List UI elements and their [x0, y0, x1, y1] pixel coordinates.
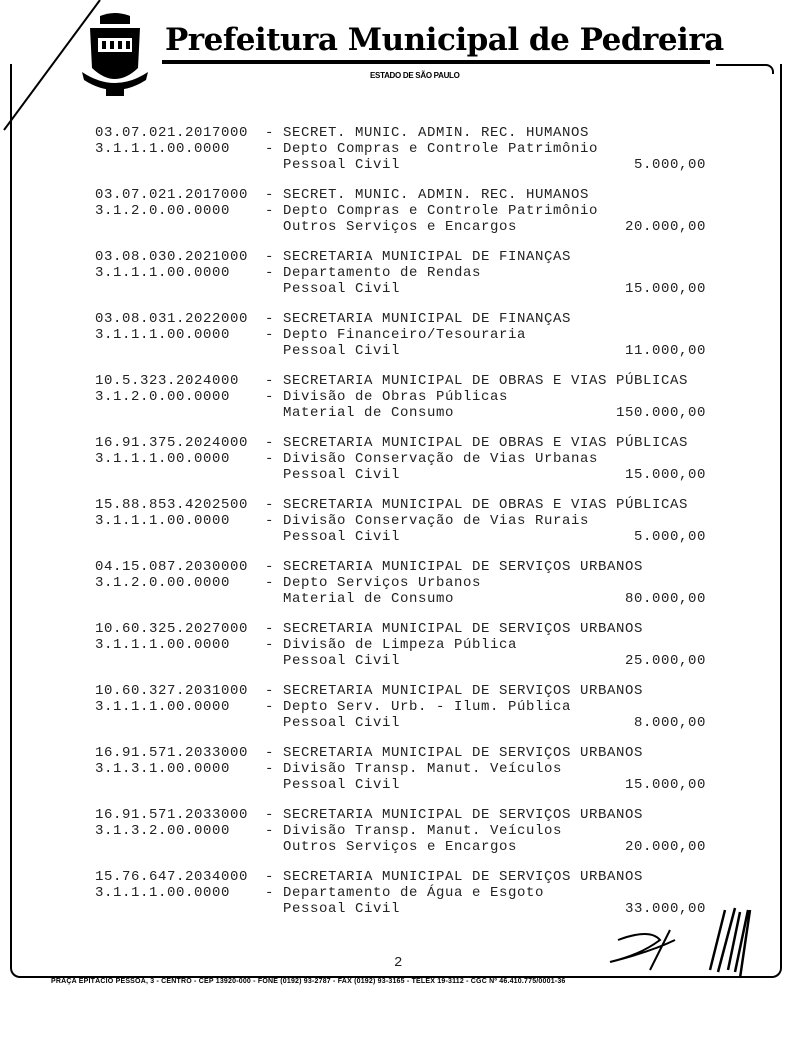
- expense-category: Outros Serviços e Encargos: [283, 219, 518, 235]
- organization-name: SECRETARIA MUNICIPAL DE SERVIÇOS URBANOS: [283, 559, 644, 575]
- page-number: 2: [394, 955, 403, 971]
- amount: 25.000,00: [624, 653, 706, 669]
- separator-dash: -: [265, 559, 275, 575]
- expense-element-code: 3.1.1.1.00.0000: [95, 699, 231, 715]
- amount: 15.000,00: [624, 777, 706, 793]
- separator-dash: -: [265, 807, 275, 823]
- unit-name: Depto Compras e Controle Patrimônio: [283, 141, 599, 157]
- amount: 8.000,00: [633, 715, 706, 731]
- separator-dash: -: [265, 389, 275, 405]
- separator-dash: -: [265, 451, 275, 467]
- program-code: 10.60.327.2031000: [95, 683, 249, 699]
- separator-dash: -: [265, 265, 275, 281]
- unit-name: Divisão de Limpeza Pública: [283, 637, 518, 653]
- separator-dash: -: [265, 311, 275, 327]
- document-subtitle: ESTADO DE SÃO PAULO: [370, 71, 460, 80]
- program-code: 03.08.031.2022000: [95, 311, 249, 327]
- budget-entry: [0, 807, 800, 855]
- page-frame-corner: [716, 64, 774, 74]
- unit-name: Divisão de Obras Públicas: [283, 389, 509, 405]
- expense-element-code: 3.1.1.1.00.0000: [95, 451, 231, 467]
- expense-category: Pessoal Civil: [283, 901, 401, 917]
- signatures: [600, 900, 780, 980]
- unit-name: Divisão Transp. Manut. Veículos: [283, 823, 563, 839]
- separator-dash: -: [265, 435, 275, 451]
- organization-name: SECRETARIA MUNICIPAL DE FINANÇAS: [283, 311, 572, 327]
- separator-dash: -: [265, 761, 275, 777]
- unit-name: Divisão Conservação de Vias Rurais: [283, 513, 590, 529]
- separator-dash: -: [265, 513, 275, 529]
- budget-entry: [0, 683, 800, 731]
- expense-category: Pessoal Civil: [283, 281, 401, 297]
- program-code: 10.60.325.2027000: [95, 621, 249, 637]
- budget-entry: [0, 249, 800, 297]
- expense-category: Outros Serviços e Encargos: [283, 839, 518, 855]
- organization-name: SECRETARIA MUNICIPAL DE SERVIÇOS URBANOS: [283, 621, 644, 637]
- footer-address: PRAÇA EPITÁCIO PESSOA, 3 - CENTRO - CEP 13920-000 - FONE (0192) 93-2787 - FAX (0192) 93-3165 - TELEX 19-3112 - CGC Nº 46.410.775/0001-36: [48, 978, 569, 985]
- program-code: 16.91.375.2024000: [95, 435, 249, 451]
- amount: 11.000,00: [624, 343, 706, 359]
- organization-name: SECRET. MUNIC. ADMIN. REC. HUMANOS: [283, 125, 590, 141]
- program-code: 03.08.030.2021000: [95, 249, 249, 265]
- program-code: 04.15.087.2030000: [95, 559, 249, 575]
- unit-name: Divisão Conservação de Vias Urbanas: [283, 451, 599, 467]
- program-code: 10.5.323.2024000: [95, 373, 240, 389]
- separator-dash: -: [265, 823, 275, 839]
- expense-element-code: 3.1.2.0.00.0000: [95, 389, 231, 405]
- program-code: 15.88.853.4202500: [95, 497, 249, 513]
- separator-dash: -: [265, 497, 275, 513]
- organization-name: SECRETARIA MUNICIPAL DE SERVIÇOS URBANOS: [283, 683, 644, 699]
- separator-dash: -: [265, 621, 275, 637]
- program-code: 15.76.647.2034000: [95, 869, 249, 885]
- unit-name: Depto Serv. Urb. - Ilum. Pública: [283, 699, 572, 715]
- unit-name: Departamento de Rendas: [283, 265, 482, 281]
- organization-name: SECRETARIA MUNICIPAL DE OBRAS E VIAS PÚBLICAS: [283, 373, 689, 389]
- expense-element-code: 3.1.3.2.00.0000: [95, 823, 231, 839]
- expense-element-code: 3.1.1.1.00.0000: [95, 885, 231, 901]
- separator-dash: -: [265, 683, 275, 699]
- amount: 5.000,00: [633, 157, 706, 173]
- organization-name: SECRETARIA MUNICIPAL DE SERVIÇOS URBANOS: [283, 807, 644, 823]
- expense-element-code: 3.1.1.1.00.0000: [95, 327, 231, 343]
- expense-category: Pessoal Civil: [283, 343, 401, 359]
- expense-category: Pessoal Civil: [283, 653, 401, 669]
- budget-entry: [0, 125, 800, 173]
- budget-entry: [0, 435, 800, 483]
- amount: 33.000,00: [624, 901, 706, 917]
- amount: 20.000,00: [624, 219, 706, 235]
- expense-element-code: 3.1.2.0.00.0000: [95, 203, 231, 219]
- amount: 20.000,00: [624, 839, 706, 855]
- unit-name: Depto Financeiro/Tesouraria: [283, 327, 527, 343]
- separator-dash: -: [265, 575, 275, 591]
- program-code: 03.07.021.2017000: [95, 187, 249, 203]
- amount: 150.000,00: [615, 405, 706, 421]
- organization-name: SECRETARIA MUNICIPAL DE FINANÇAS: [283, 249, 572, 265]
- expense-element-code: 3.1.1.1.00.0000: [95, 513, 231, 529]
- expense-element-code: 3.1.3.1.00.0000: [95, 761, 231, 777]
- expense-category: Pessoal Civil: [283, 777, 401, 793]
- separator-dash: -: [265, 125, 275, 141]
- separator-dash: -: [265, 885, 275, 901]
- expense-category: Material de Consumo: [283, 591, 455, 607]
- separator-dash: -: [265, 745, 275, 761]
- separator-dash: -: [265, 637, 275, 653]
- separator-dash: -: [265, 249, 275, 265]
- separator-dash: -: [265, 869, 275, 885]
- budget-entry: [0, 559, 800, 607]
- unit-name: Depto Serviços Urbanos: [283, 575, 482, 591]
- organization-name: SECRETARIA MUNICIPAL DE OBRAS E VIAS PÚBLICAS: [283, 435, 689, 451]
- budget-entry: [0, 373, 800, 421]
- document-title: Prefeitura Municipal de Pedreira: [165, 22, 724, 58]
- budget-entry: [0, 745, 800, 793]
- unit-name: Departamento de Água e Esgoto: [283, 885, 545, 901]
- expense-category: Pessoal Civil: [283, 715, 401, 731]
- organization-name: SECRETARIA MUNICIPAL DE SERVIÇOS URBANOS: [283, 745, 644, 761]
- separator-dash: -: [265, 373, 275, 389]
- unit-name: Divisão Transp. Manut. Veículos: [283, 761, 563, 777]
- organization-name: SECRETARIA MUNICIPAL DE OBRAS E VIAS PÚBLICAS: [283, 497, 689, 513]
- organization-name: SECRETARIA MUNICIPAL DE SERVIÇOS URBANOS: [283, 869, 644, 885]
- expense-element-code: 3.1.1.1.00.0000: [95, 265, 231, 281]
- amount: 80.000,00: [624, 591, 706, 607]
- expense-element-code: 3.1.1.1.00.0000: [95, 141, 231, 157]
- separator-dash: -: [265, 699, 275, 715]
- budget-entry: [0, 497, 800, 545]
- amount: 5.000,00: [633, 529, 706, 545]
- expense-category: Pessoal Civil: [283, 529, 401, 545]
- program-code: 16.91.571.2033000: [95, 745, 249, 761]
- separator-dash: -: [265, 203, 275, 219]
- unit-name: Depto Compras e Controle Patrimônio: [283, 203, 599, 219]
- organization-name: SECRET. MUNIC. ADMIN. REC. HUMANOS: [283, 187, 590, 203]
- program-code: 16.91.571.2033000: [95, 807, 249, 823]
- separator-dash: -: [265, 327, 275, 343]
- budget-entry: [0, 187, 800, 235]
- expense-element-code: 3.1.2.0.00.0000: [95, 575, 231, 591]
- budget-entry: [0, 311, 800, 359]
- expense-category: Material de Consumo: [283, 405, 455, 421]
- separator-dash: -: [265, 141, 275, 157]
- amount: 15.000,00: [624, 467, 706, 483]
- expense-category: Pessoal Civil: [283, 157, 401, 173]
- expense-category: Pessoal Civil: [283, 467, 401, 483]
- expense-element-code: 3.1.1.1.00.0000: [95, 637, 231, 653]
- budget-entry: [0, 621, 800, 669]
- separator-dash: -: [265, 187, 275, 203]
- program-code: 03.07.021.2017000: [95, 125, 249, 141]
- amount: 15.000,00: [624, 281, 706, 297]
